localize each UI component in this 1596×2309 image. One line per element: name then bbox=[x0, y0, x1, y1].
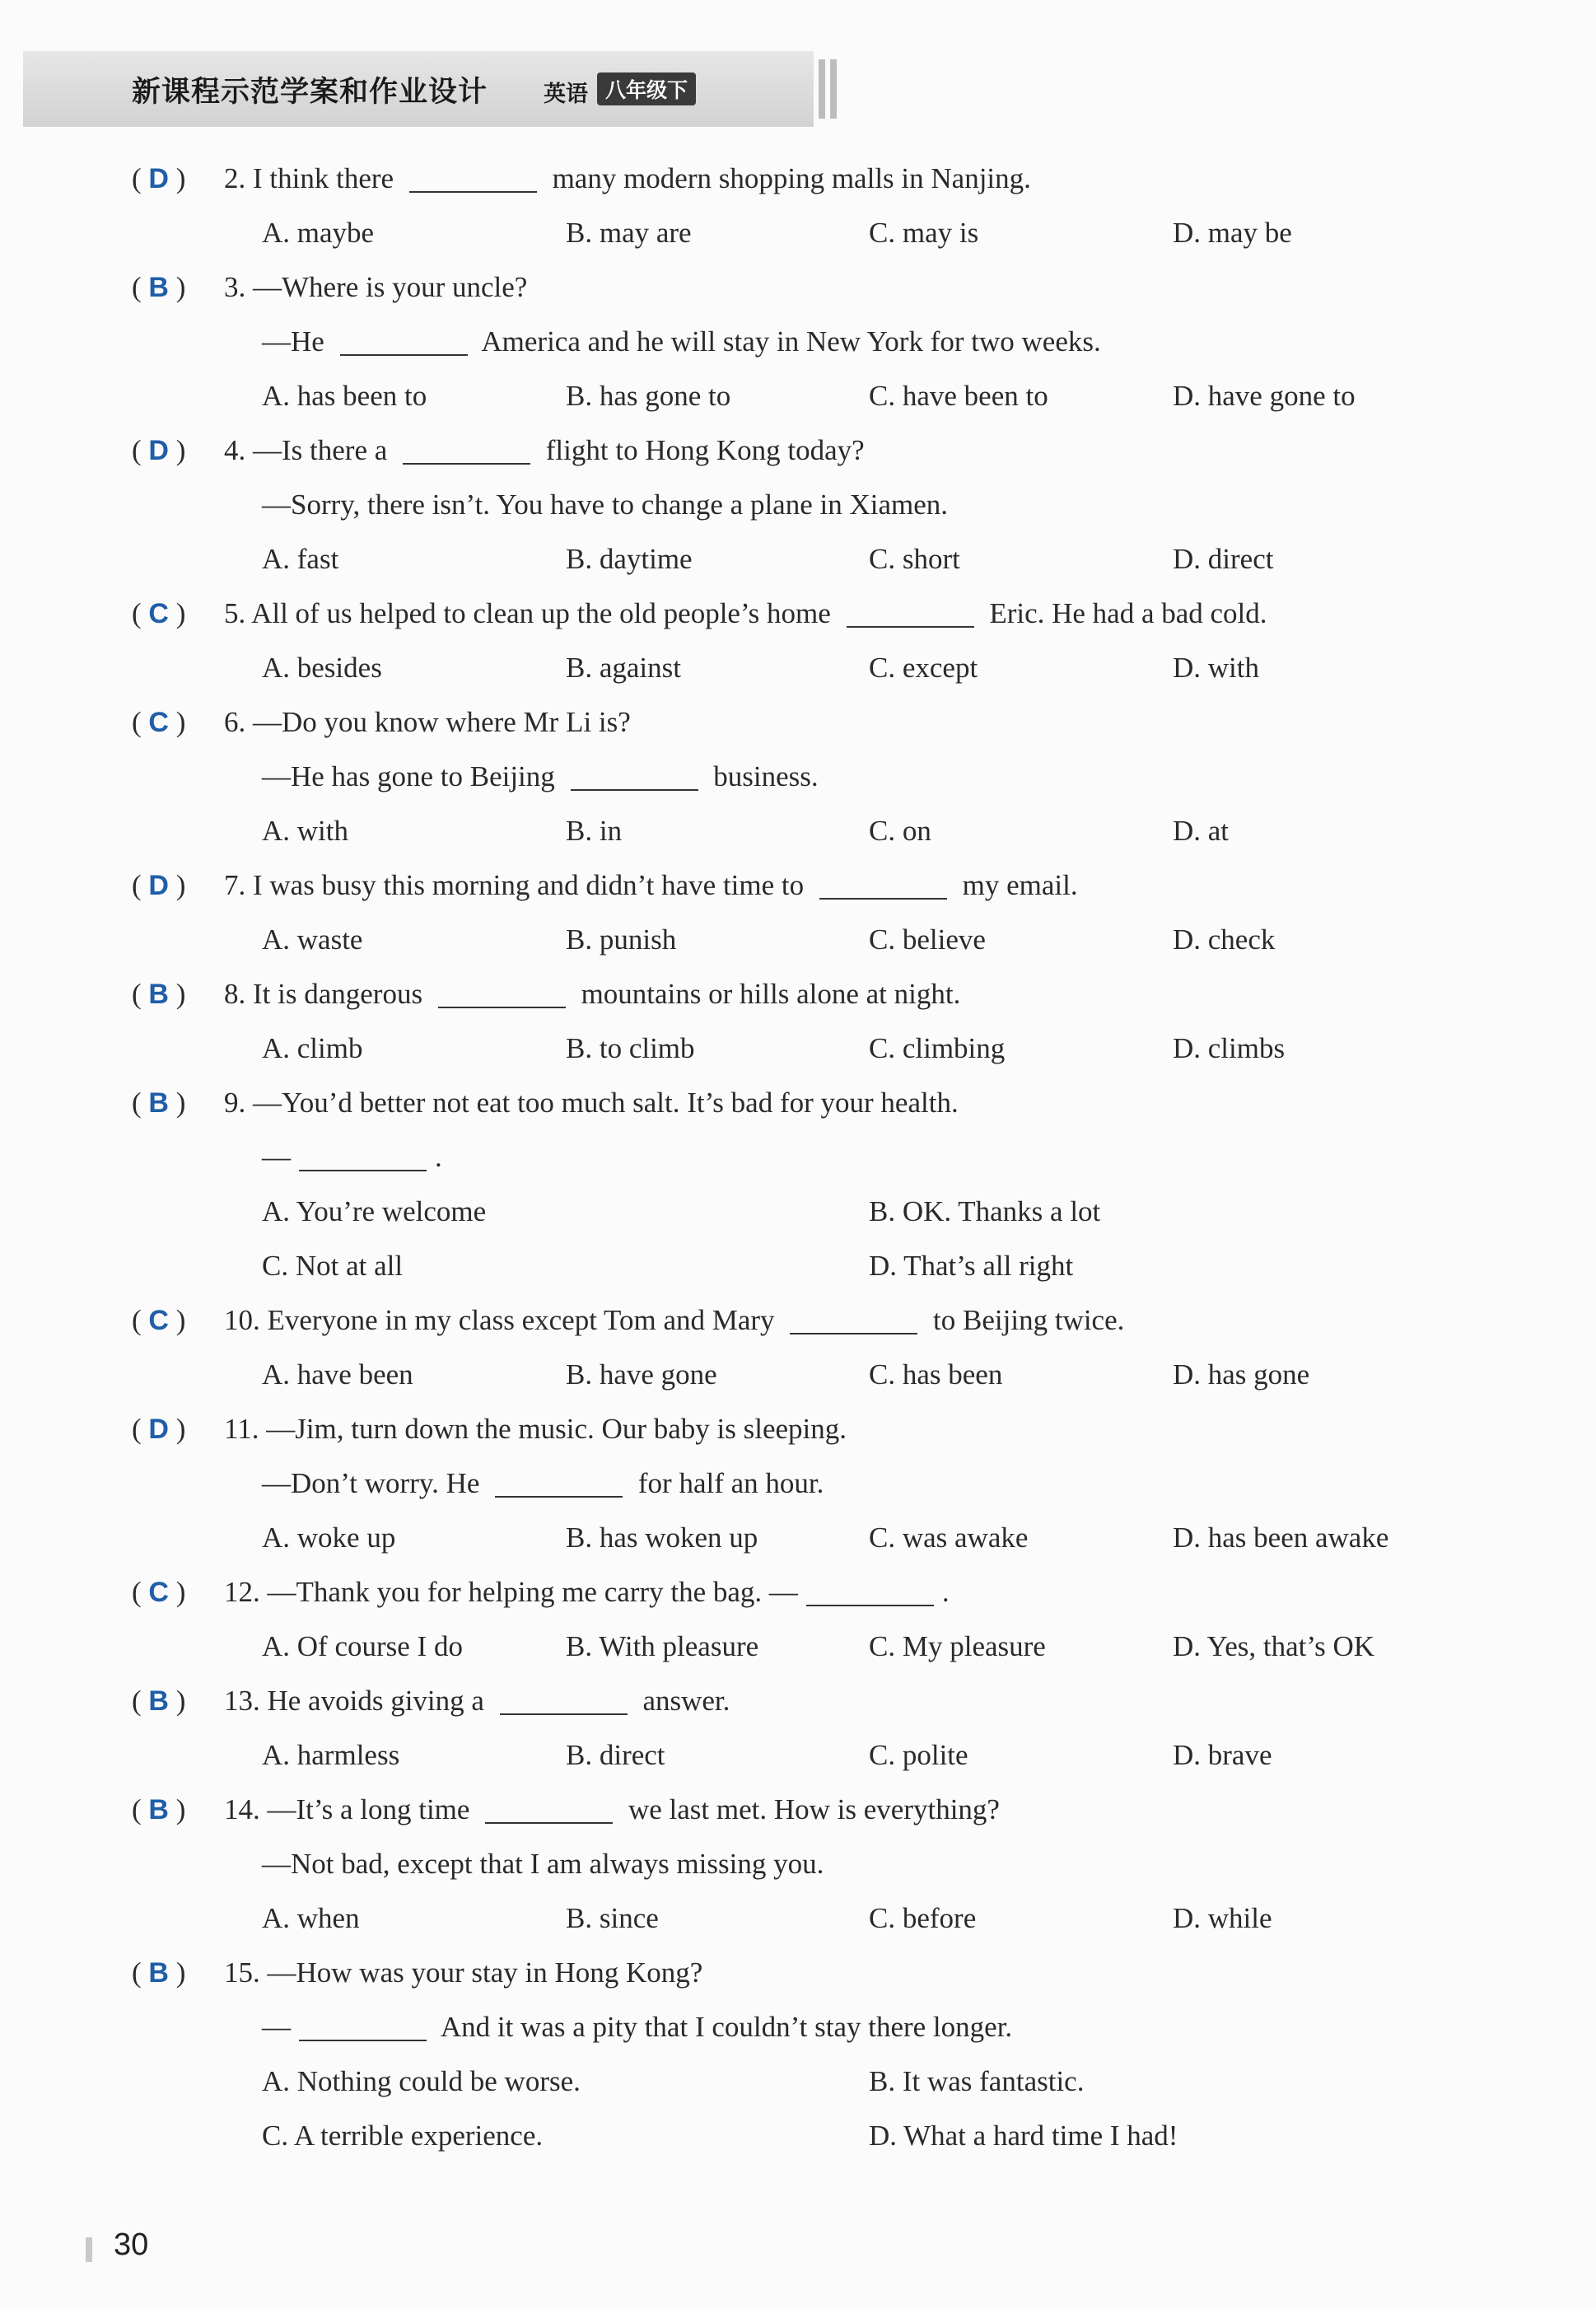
question-stem bbox=[224, 967, 960, 1021]
question-text: I think there bbox=[253, 162, 401, 194]
answer-option[interactable]: B. OK. Thanks a lot bbox=[869, 1195, 1101, 1227]
question-text: my email. bbox=[954, 869, 1078, 901]
options-row bbox=[132, 1728, 1449, 1783]
answer-option[interactable]: C. on bbox=[869, 815, 931, 847]
answer-bracket: ( B ) bbox=[132, 1087, 186, 1119]
answer-option[interactable]: A. climb bbox=[262, 1032, 363, 1064]
answer-option[interactable]: C. except bbox=[869, 652, 978, 684]
dialogue-line bbox=[132, 1837, 1449, 1891]
question-item bbox=[132, 1076, 1449, 1130]
handwritten-answer: B bbox=[148, 1685, 169, 1717]
dialogue-line bbox=[132, 1130, 1449, 1185]
options-row bbox=[132, 804, 1449, 858]
options-row bbox=[132, 369, 1449, 423]
question-stem bbox=[224, 1565, 950, 1620]
question-number: 7. bbox=[224, 869, 253, 901]
question-text: flight to Hong Kong today? bbox=[539, 434, 865, 466]
question-number: 6. bbox=[224, 706, 253, 738]
answer-option[interactable]: B. punish bbox=[566, 923, 677, 956]
options-row bbox=[132, 1239, 1449, 1293]
options-row bbox=[132, 532, 1449, 587]
handwritten-answer: C bbox=[148, 598, 169, 629]
answer-option[interactable]: C. may is bbox=[869, 217, 979, 249]
answer-option[interactable]: D. check bbox=[1173, 923, 1276, 956]
question-item bbox=[132, 587, 1449, 641]
answer-option[interactable]: A. Of course I do bbox=[262, 1630, 463, 1662]
handwritten-answer: B bbox=[148, 1087, 169, 1119]
question-text: to Beijing twice. bbox=[926, 1304, 1125, 1336]
question-stem bbox=[224, 587, 1267, 641]
question-item bbox=[132, 1674, 1449, 1728]
answer-option[interactable]: D. That’s all right bbox=[869, 1250, 1074, 1282]
options-row bbox=[132, 1620, 1449, 1674]
question-text: It is dangerous bbox=[253, 978, 430, 1010]
answer-option[interactable]: D. What a hard time I had! bbox=[869, 2120, 1178, 2152]
question-text: —Where is your uncle? bbox=[253, 271, 528, 303]
options-row bbox=[132, 1511, 1449, 1565]
answer-option[interactable]: D. has been awake bbox=[1173, 1521, 1389, 1554]
question-number: 4. bbox=[224, 434, 253, 466]
answer-option[interactable]: C. before bbox=[869, 1902, 977, 1934]
question-text: —Thank you for helping me carry the bag. — bbox=[267, 1576, 798, 1608]
question-text: — bbox=[262, 1141, 291, 1173]
answer-option[interactable]: A. with bbox=[262, 815, 348, 847]
answer-bracket: ( B ) bbox=[132, 271, 186, 303]
dialogue-line bbox=[132, 478, 1449, 532]
answer-blank[interactable] bbox=[403, 432, 530, 465]
answer-option[interactable]: D. have gone to bbox=[1173, 380, 1356, 412]
answer-blank[interactable] bbox=[500, 1682, 628, 1715]
question-number: 10. bbox=[224, 1304, 268, 1336]
answer-option[interactable]: D. direct bbox=[1173, 543, 1274, 575]
options-row bbox=[132, 1891, 1449, 1946]
options-row bbox=[132, 913, 1449, 967]
answer-option[interactable]: A. You’re welcome bbox=[262, 1195, 487, 1227]
question-text: —Sorry, there isn’t. You have to change a plane in Xiamen. bbox=[262, 488, 949, 521]
page-header bbox=[23, 51, 814, 127]
question-number: 5. bbox=[224, 597, 252, 629]
question-text: America and he will stay in New York for two weeks. bbox=[475, 325, 1101, 358]
answer-option[interactable]: A. besides bbox=[262, 652, 382, 684]
grade-badge: 八年级下 bbox=[597, 72, 696, 105]
answer-option[interactable]: C. believe bbox=[869, 923, 986, 956]
dialogue-line bbox=[132, 750, 1449, 804]
question-text: He avoids giving a bbox=[267, 1685, 492, 1717]
question-stem bbox=[224, 423, 865, 478]
answer-blank[interactable] bbox=[340, 323, 468, 356]
dialogue-line bbox=[132, 1456, 1449, 1511]
page-number-marker bbox=[86, 2237, 92, 2262]
question-stem bbox=[224, 858, 1078, 913]
question-stem bbox=[224, 1402, 847, 1456]
handwritten-answer: D bbox=[148, 163, 169, 194]
answer-blank[interactable] bbox=[299, 1138, 427, 1171]
question-stem bbox=[224, 1076, 959, 1130]
answer-bracket: ( B ) bbox=[132, 1685, 186, 1717]
answer-bracket: ( B ) bbox=[132, 1793, 186, 1825]
answer-option[interactable]: B. since bbox=[566, 1902, 659, 1934]
handwritten-answer: B bbox=[148, 1957, 169, 1989]
question-stem bbox=[224, 1674, 730, 1728]
answer-option[interactable]: C. A terrible experience. bbox=[262, 2120, 544, 2152]
answer-bracket: ( D ) bbox=[132, 1413, 186, 1445]
options-row bbox=[132, 2054, 1449, 2109]
question-text: — bbox=[262, 2011, 291, 2043]
question-item bbox=[132, 423, 1449, 478]
answer-option[interactable]: B. daytime bbox=[566, 543, 693, 575]
question-number: 12. bbox=[224, 1576, 268, 1608]
question-text: —How was your stay in Hong Kong? bbox=[267, 1956, 703, 1989]
question-text: —Is there a bbox=[253, 434, 395, 466]
answer-option[interactable]: A. Nothing could be worse. bbox=[262, 2065, 581, 2097]
handwritten-answer: C bbox=[148, 1305, 169, 1336]
handwritten-answer: D bbox=[148, 435, 169, 466]
question-item bbox=[132, 1402, 1449, 1456]
answer-blank[interactable] bbox=[409, 160, 537, 193]
question-item bbox=[132, 695, 1449, 750]
question-item bbox=[132, 152, 1449, 206]
question-text: . bbox=[941, 1576, 950, 1608]
question-text: All of us helped to clean up the old people’s home bbox=[251, 597, 838, 629]
answer-option[interactable]: C. polite bbox=[869, 1739, 968, 1771]
dialogue-line bbox=[132, 315, 1449, 369]
answer-option[interactable]: C. Not at all bbox=[262, 1250, 404, 1282]
answer-option[interactable]: B. has gone to bbox=[566, 380, 731, 412]
handwritten-answer: D bbox=[148, 870, 169, 901]
handwritten-answer: D bbox=[148, 1414, 169, 1445]
options-row bbox=[132, 641, 1449, 695]
answer-blank[interactable] bbox=[790, 1302, 917, 1334]
answer-blank[interactable] bbox=[819, 867, 947, 900]
answer-option[interactable]: B. may are bbox=[566, 217, 692, 249]
question-text: many modern shopping malls in Nanjing. bbox=[544, 162, 1031, 194]
answer-option[interactable]: C. has been bbox=[869, 1358, 1003, 1391]
book-title: 新课程示范学案和作业设计 bbox=[132, 76, 488, 109]
question-number: 13. bbox=[224, 1685, 268, 1717]
answer-option[interactable]: B. in bbox=[566, 815, 623, 847]
dialogue-line bbox=[132, 2000, 1449, 2054]
options-row bbox=[132, 2109, 1449, 2163]
question-number: 9. bbox=[224, 1087, 253, 1119]
question-text: —Do you know where Mr Li is? bbox=[253, 706, 631, 738]
question-text: —You’d better not eat too much salt. It’s bad for your health. bbox=[253, 1087, 959, 1119]
question-item bbox=[132, 1565, 1449, 1620]
subject-label: 英语 bbox=[544, 82, 588, 107]
answer-option[interactable]: C. My pleasure bbox=[869, 1630, 1046, 1662]
answer-blank[interactable] bbox=[847, 595, 974, 628]
answer-bracket: ( D ) bbox=[132, 434, 186, 466]
question-stem bbox=[224, 260, 527, 315]
options-row bbox=[132, 1021, 1449, 1076]
question-text: business. bbox=[706, 760, 819, 792]
header-stripe bbox=[819, 59, 825, 119]
answer-option[interactable]: D. while bbox=[1173, 1902, 1272, 1934]
question-item bbox=[132, 1783, 1449, 1837]
question-number: 15. bbox=[224, 1956, 268, 1989]
question-text: —Not bad, except that I am always missing you. bbox=[262, 1848, 824, 1880]
answer-option[interactable]: C. climbing bbox=[869, 1032, 1006, 1064]
answer-option[interactable]: B. It was fantastic. bbox=[869, 2065, 1085, 2097]
answer-option[interactable]: B. has woken up bbox=[566, 1521, 758, 1554]
question-text: . bbox=[435, 1141, 442, 1173]
answer-option[interactable]: C. short bbox=[869, 543, 960, 575]
answer-option[interactable]: D. brave bbox=[1173, 1739, 1272, 1771]
question-text: mountains or hills alone at night. bbox=[573, 978, 961, 1010]
question-number: 14. bbox=[224, 1793, 268, 1825]
answer-option[interactable]: D. at bbox=[1173, 815, 1230, 847]
answer-blank[interactable] bbox=[495, 1465, 623, 1498]
question-text: answer. bbox=[635, 1685, 730, 1717]
handwritten-answer: B bbox=[148, 1794, 169, 1825]
answer-bracket: ( C ) bbox=[132, 706, 186, 738]
answer-option[interactable]: B. against bbox=[566, 652, 681, 684]
handwritten-answer: C bbox=[148, 1577, 169, 1608]
answer-bracket: ( D ) bbox=[132, 162, 186, 194]
question-text: Eric. He had a bad cold. bbox=[982, 597, 1267, 629]
question-stem bbox=[224, 695, 631, 750]
question-item bbox=[132, 1946, 1449, 2000]
answer-option[interactable]: A. have been bbox=[262, 1358, 413, 1391]
answer-option[interactable]: D. climbs bbox=[1173, 1032, 1286, 1064]
answer-option[interactable]: B. direct bbox=[566, 1739, 665, 1771]
question-item bbox=[132, 1293, 1449, 1348]
question-stem bbox=[224, 1293, 1124, 1348]
options-row bbox=[132, 1348, 1449, 1402]
page-number: 30 bbox=[114, 2227, 149, 2262]
answer-option[interactable]: A. waste bbox=[262, 923, 363, 956]
answer-option[interactable]: A. has been to bbox=[262, 380, 427, 412]
question-number: 3. bbox=[224, 271, 253, 303]
question-item bbox=[132, 858, 1449, 913]
handwritten-answer: B bbox=[148, 272, 169, 303]
question-text: Everyone in my class except Tom and Mary bbox=[267, 1304, 782, 1336]
answer-blank[interactable] bbox=[571, 758, 698, 791]
answer-option[interactable]: A. fast bbox=[262, 543, 339, 575]
answer-option[interactable]: D. has gone bbox=[1173, 1358, 1310, 1391]
question-text: —It’s a long time bbox=[267, 1793, 478, 1825]
answer-option[interactable]: B. to climb bbox=[566, 1032, 695, 1064]
answer-bracket: ( B ) bbox=[132, 978, 186, 1010]
question-text: we last met. How is everything? bbox=[621, 1793, 1000, 1825]
answer-blank[interactable] bbox=[299, 2008, 427, 2041]
answer-bracket: ( C ) bbox=[132, 1576, 186, 1608]
question-text: —He bbox=[262, 325, 332, 358]
answer-blank[interactable] bbox=[806, 1573, 934, 1606]
answer-bracket: ( D ) bbox=[132, 869, 186, 901]
answer-option[interactable]: D. may be bbox=[1173, 217, 1292, 249]
question-text: I was busy this morning and didn’t have time to bbox=[253, 869, 811, 901]
handwritten-answer: C bbox=[148, 707, 169, 738]
options-row bbox=[132, 206, 1449, 260]
question-text: And it was a pity that I couldn’t stay there longer. bbox=[435, 2011, 1013, 2043]
answer-bracket: ( C ) bbox=[132, 597, 186, 629]
question-stem bbox=[224, 1946, 702, 2000]
answer-blank[interactable] bbox=[485, 1791, 613, 1824]
question-number: 11. bbox=[224, 1413, 267, 1445]
header-stripe bbox=[830, 59, 837, 119]
question-list bbox=[132, 152, 1449, 2163]
answer-option[interactable]: A. when bbox=[262, 1902, 360, 1934]
answer-option[interactable]: A. maybe bbox=[262, 217, 375, 249]
question-text: —Jim, turn down the music. Our baby is sleeping. bbox=[266, 1413, 847, 1445]
question-text: for half an hour. bbox=[631, 1467, 824, 1499]
question-stem bbox=[224, 1783, 1000, 1837]
question-text: —Don’t worry. He bbox=[262, 1467, 488, 1499]
question-stem bbox=[224, 152, 1031, 206]
answer-option[interactable]: B. With pleasure bbox=[566, 1630, 759, 1662]
answer-blank[interactable] bbox=[438, 975, 566, 1008]
question-item bbox=[132, 260, 1449, 315]
answer-option[interactable]: C. have been to bbox=[869, 380, 1048, 412]
answer-option[interactable]: B. have gone bbox=[566, 1358, 717, 1391]
question-number: 8. bbox=[224, 978, 253, 1010]
options-row bbox=[132, 1185, 1449, 1239]
answer-bracket: ( B ) bbox=[132, 1956, 186, 1989]
handwritten-answer: B bbox=[148, 979, 169, 1010]
answer-option[interactable]: D. Yes, that’s OK bbox=[1173, 1630, 1375, 1662]
question-text: —He has gone to Beijing bbox=[262, 760, 562, 792]
answer-bracket: ( C ) bbox=[132, 1304, 186, 1336]
question-item bbox=[132, 967, 1449, 1021]
question-number: 2. bbox=[224, 162, 253, 194]
answer-option[interactable]: C. was awake bbox=[869, 1521, 1029, 1554]
answer-option[interactable]: D. with bbox=[1173, 652, 1259, 684]
answer-option[interactable]: A. harmless bbox=[262, 1739, 400, 1771]
answer-option[interactable]: A. woke up bbox=[262, 1521, 396, 1554]
